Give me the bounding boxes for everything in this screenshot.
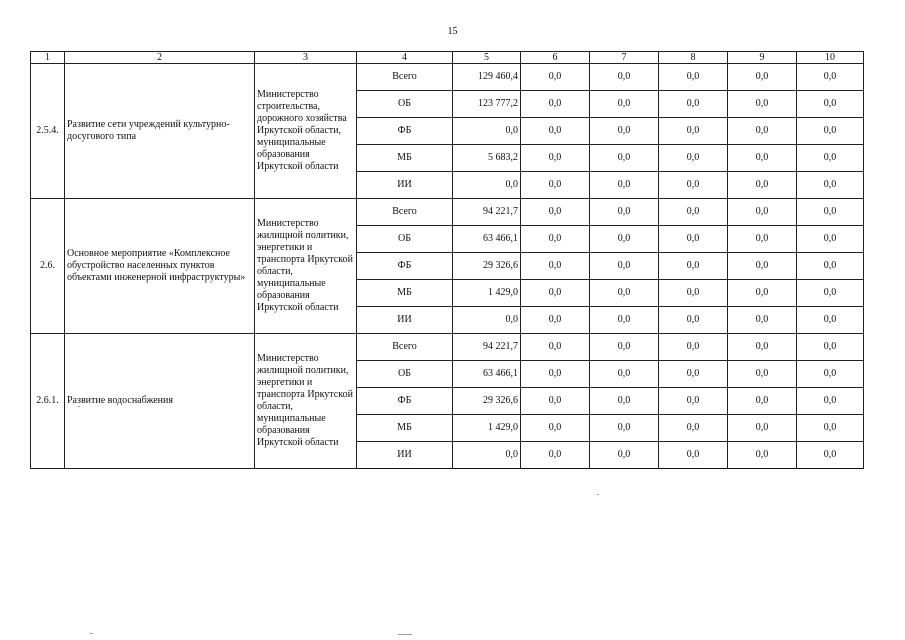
column-number: 7 xyxy=(590,52,659,64)
funding-source: МБ xyxy=(357,280,453,307)
funding-source: ИИ xyxy=(357,172,453,199)
year-amount: 0,0 xyxy=(797,118,864,145)
year-amount: 0,0 xyxy=(728,91,797,118)
year-amount: 0,0 xyxy=(521,442,590,469)
item-name: Развитие сети учреждений культурно-досугового типа xyxy=(65,64,255,199)
year-amount: 0,0 xyxy=(797,64,864,91)
year-amount: 0,0 xyxy=(797,280,864,307)
total-amount: 94 221,7 xyxy=(453,334,521,361)
year-amount: 0,0 xyxy=(728,388,797,415)
total-amount: 123 777,2 xyxy=(453,91,521,118)
year-amount: 0,0 xyxy=(728,280,797,307)
year-amount: 0,0 xyxy=(659,388,728,415)
year-amount: 0,0 xyxy=(728,415,797,442)
year-amount: 0,0 xyxy=(521,64,590,91)
year-amount: 0,0 xyxy=(590,199,659,226)
total-amount: 63 466,1 xyxy=(453,361,521,388)
year-amount: 0,0 xyxy=(797,91,864,118)
total-amount: 0,0 xyxy=(453,118,521,145)
year-amount: 0,0 xyxy=(521,145,590,172)
funding-source: ИИ xyxy=(357,307,453,334)
year-amount: 0,0 xyxy=(590,91,659,118)
year-amount: 0,0 xyxy=(521,280,590,307)
column-number-row xyxy=(31,52,864,64)
year-amount: 0,0 xyxy=(590,145,659,172)
year-amount: 0,0 xyxy=(659,64,728,91)
year-amount: 0,0 xyxy=(659,442,728,469)
year-amount: 0,0 xyxy=(521,172,590,199)
year-amount: 0,0 xyxy=(797,172,864,199)
scan-speck xyxy=(597,494,599,495)
scan-speck xyxy=(78,406,80,407)
item-code: 2.5.4. xyxy=(31,64,65,199)
year-amount: 0,0 xyxy=(590,118,659,145)
year-amount: 0,0 xyxy=(659,307,728,334)
funding-source: ФБ xyxy=(357,118,453,145)
funding-source: Всего xyxy=(357,334,453,361)
funding-source: Всего xyxy=(357,199,453,226)
year-amount: 0,0 xyxy=(590,172,659,199)
year-amount: 0,0 xyxy=(659,226,728,253)
year-amount: 0,0 xyxy=(797,334,864,361)
column-number: 2 xyxy=(65,52,255,64)
total-amount: 29 326,6 xyxy=(453,388,521,415)
funding-source: ОБ xyxy=(357,361,453,388)
year-amount: 0,0 xyxy=(797,145,864,172)
total-amount: 5 683,2 xyxy=(453,145,521,172)
year-amount: 0,0 xyxy=(521,199,590,226)
year-amount: 0,0 xyxy=(659,253,728,280)
total-amount: 0,0 xyxy=(453,442,521,469)
year-amount: 0,0 xyxy=(797,388,864,415)
table-body xyxy=(31,64,864,469)
year-amount: 0,0 xyxy=(659,91,728,118)
total-amount: 0,0 xyxy=(453,172,521,199)
year-amount: 0,0 xyxy=(521,388,590,415)
item-executor: Министерство жилищной политики, энергетики и транспорта Иркутской области, муниципальные образования Иркутской области xyxy=(255,334,357,469)
year-amount: 0,0 xyxy=(728,442,797,469)
year-amount: 0,0 xyxy=(590,361,659,388)
year-amount: 0,0 xyxy=(521,361,590,388)
year-amount: 0,0 xyxy=(521,226,590,253)
table-row xyxy=(31,199,864,226)
year-amount: 0,0 xyxy=(659,172,728,199)
total-amount: 94 221,7 xyxy=(453,199,521,226)
year-amount: 0,0 xyxy=(797,361,864,388)
year-amount: 0,0 xyxy=(728,307,797,334)
year-amount: 0,0 xyxy=(728,361,797,388)
funding-source: ФБ xyxy=(357,253,453,280)
year-amount: 0,0 xyxy=(797,415,864,442)
item-code: 2.6. xyxy=(31,199,65,334)
year-amount: 0,0 xyxy=(590,253,659,280)
year-amount: 0,0 xyxy=(797,307,864,334)
year-amount: 0,0 xyxy=(521,415,590,442)
year-amount: 0,0 xyxy=(659,334,728,361)
column-number: 3 xyxy=(255,52,357,64)
year-amount: 0,0 xyxy=(659,280,728,307)
funding-source: МБ xyxy=(357,145,453,172)
year-amount: 0,0 xyxy=(659,145,728,172)
year-amount: 0,0 xyxy=(590,415,659,442)
year-amount: 0,0 xyxy=(590,280,659,307)
year-amount: 0,0 xyxy=(728,199,797,226)
year-amount: 0,0 xyxy=(590,442,659,469)
year-amount: 0,0 xyxy=(728,172,797,199)
year-amount: 0,0 xyxy=(590,388,659,415)
total-amount: 63 466,1 xyxy=(453,226,521,253)
column-number: 1 xyxy=(31,52,65,64)
year-amount: 0,0 xyxy=(659,199,728,226)
column-number: 10 xyxy=(797,52,864,64)
year-amount: 0,0 xyxy=(797,199,864,226)
table-row xyxy=(31,334,864,361)
column-number: 9 xyxy=(728,52,797,64)
column-number: 4 xyxy=(357,52,453,64)
item-code: 2.6.1. xyxy=(31,334,65,469)
column-number: 6 xyxy=(521,52,590,64)
scan-speck xyxy=(90,633,93,634)
total-amount: 29 326,6 xyxy=(453,253,521,280)
funding-source: Всего xyxy=(357,64,453,91)
year-amount: 0,0 xyxy=(590,226,659,253)
item-name: Развитие водоснабжения xyxy=(65,334,255,469)
total-amount: 1 429,0 xyxy=(453,415,521,442)
year-amount: 0,0 xyxy=(797,442,864,469)
year-amount: 0,0 xyxy=(590,64,659,91)
budget-table xyxy=(30,51,864,469)
funding-source: ОБ xyxy=(357,91,453,118)
column-number: 5 xyxy=(453,52,521,64)
year-amount: 0,0 xyxy=(521,307,590,334)
year-amount: 0,0 xyxy=(728,334,797,361)
year-amount: 0,0 xyxy=(728,253,797,280)
funding-source: ОБ xyxy=(357,226,453,253)
item-executor: Министерство строительства, дорожного хозяйства Иркутской области, муниципальные образования Иркутской области xyxy=(255,64,357,199)
year-amount: 0,0 xyxy=(659,361,728,388)
column-number: 8 xyxy=(659,52,728,64)
year-amount: 0,0 xyxy=(797,226,864,253)
year-amount: 0,0 xyxy=(590,307,659,334)
funding-source: ФБ xyxy=(357,388,453,415)
item-executor: Министерство жилищной политики, энергетики и транспорта Иркутской области, муниципальные образования Иркутской области xyxy=(255,199,357,334)
total-amount: 1 429,0 xyxy=(453,280,521,307)
scan-speck xyxy=(398,634,412,635)
year-amount: 0,0 xyxy=(728,145,797,172)
total-amount: 0,0 xyxy=(453,307,521,334)
page-number: 15 xyxy=(447,26,458,37)
year-amount: 0,0 xyxy=(521,334,590,361)
year-amount: 0,0 xyxy=(521,253,590,280)
year-amount: 0,0 xyxy=(659,415,728,442)
year-amount: 0,0 xyxy=(521,118,590,145)
total-amount: 129 460,4 xyxy=(453,64,521,91)
year-amount: 0,0 xyxy=(590,334,659,361)
year-amount: 0,0 xyxy=(659,118,728,145)
item-name: Основное мероприятие «Комплексное обустройство населенных пунктов объектами инженерной инфраструктуры» xyxy=(65,199,255,334)
year-amount: 0,0 xyxy=(521,91,590,118)
year-amount: 0,0 xyxy=(797,253,864,280)
funding-source: МБ xyxy=(357,415,453,442)
year-amount: 0,0 xyxy=(728,226,797,253)
year-amount: 0,0 xyxy=(728,118,797,145)
funding-source: ИИ xyxy=(357,442,453,469)
table-header xyxy=(31,52,864,64)
table-row xyxy=(31,64,864,91)
year-amount: 0,0 xyxy=(728,64,797,91)
